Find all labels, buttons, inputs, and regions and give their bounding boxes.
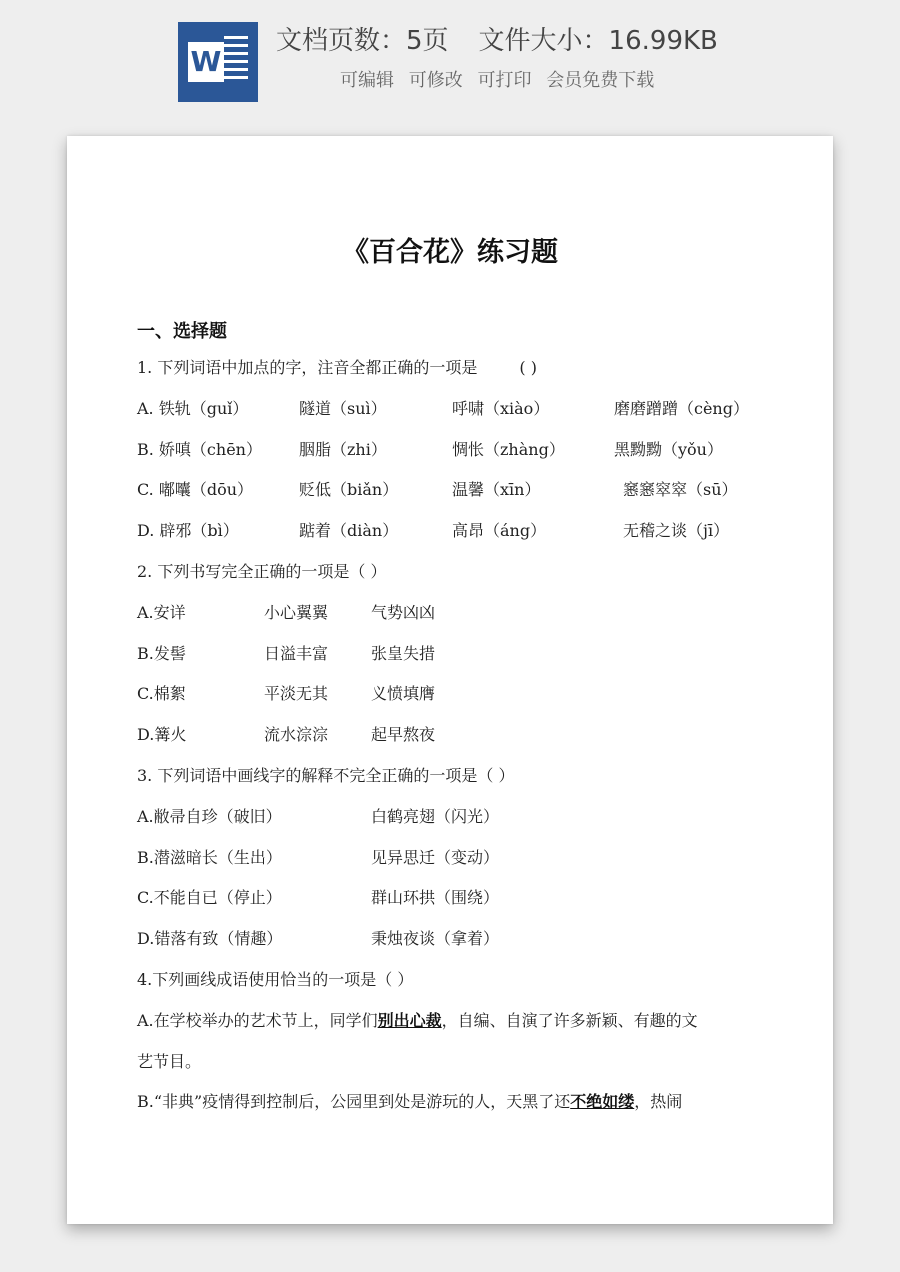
question-3: 3. 下列词语中画线字的解释不完全正确的一项是（ ） [137, 765, 515, 785]
q3-option-a: A.敝帚自珍（破旧） 白鹤亮翅（闪光） [137, 806, 500, 826]
underlined-idiom: 不绝如缕 [570, 1092, 635, 1112]
feature-printable: 可打印 [477, 70, 532, 91]
file-size: 文件大小：16.99KB [478, 26, 718, 56]
page-title: 《百合花》练习题 [342, 237, 558, 268]
q1-option-b: B. 娇嗔（chēn） 胭脂（zhi） 惆怅（zhàng） 黑黝黝（yǒu） [137, 439, 723, 459]
q2-option-b: B.发髻 日溢丰富 张皇失措 [137, 643, 436, 663]
feature-editable: 可编辑 [340, 70, 394, 91]
q3-option-d: D.错落有致（情趣） 秉烛夜谈（拿着） [137, 929, 500, 949]
feature-list [340, 66, 663, 92]
q3-option-c: C.不能自已（停止） 群山环拱（围绕） [137, 888, 500, 908]
question-stem: 1. 下列词语中加点的字，注音全都正确的一项是 [137, 358, 478, 377]
section-heading: 一、选择题 [137, 321, 227, 342]
q3-option-b: B.潜滋暗长（生出） 见异思迁（变动） [137, 847, 500, 867]
q1-option-a: A. 铁轨（guǐ） 隧道（suì） 呼啸（xiào） 磨磨蹭蹭（cèng） [137, 398, 749, 418]
word-logo-letter: W [188, 42, 224, 82]
feature-modifiable: 可修改 [408, 70, 463, 91]
feature-member-download: 会员免费下载 [546, 70, 655, 91]
q2-option-a: A.安详 小心翼翼 气势凶凶 [137, 602, 436, 622]
q4-option-a: A.在学校举办的艺术节上，同学们别出心裁，自编、自演了许多新颖、有趣的文 [137, 1010, 698, 1030]
question-1 [137, 348, 777, 389]
q2-option-c: C.棉絮 平淡无其 义愤填膺 [137, 684, 436, 704]
q2-option-d: D.篝火 流水淙淙 起早熬夜 [137, 725, 436, 745]
q1-option-d: D. 辟邪（bì） 踮着（diàn） 高昂（áng） 无稽之谈（jī） [137, 521, 730, 541]
page-count: 文档页数：5页 [276, 26, 449, 56]
download-banner [0, 0, 900, 125]
q4-option-b: B.“非典”疫情得到控制后，公园里到处是游玩的人，天黑了还不绝如缕，热闹 [137, 1092, 683, 1112]
question-2: 2. 下列书写完全正确的一项是（ ） [137, 561, 387, 581]
question-4: 4.下列画线成语使用恰当的一项是（ ） [137, 969, 414, 989]
word-document-icon [178, 22, 258, 102]
q4-option-a-continued: 艺节目。 [137, 1051, 202, 1071]
q1-option-c: C. 嘟囔（dōu） 贬低（biǎn） 温馨（xīn） 窸窸窣窣（sū） [137, 480, 738, 500]
underlined-idiom: 别出心裁 [377, 1010, 442, 1030]
document-page [67, 136, 833, 1224]
answer-paren: ( ) [519, 358, 537, 377]
document-body [137, 316, 777, 1123]
file-info [276, 20, 718, 57]
